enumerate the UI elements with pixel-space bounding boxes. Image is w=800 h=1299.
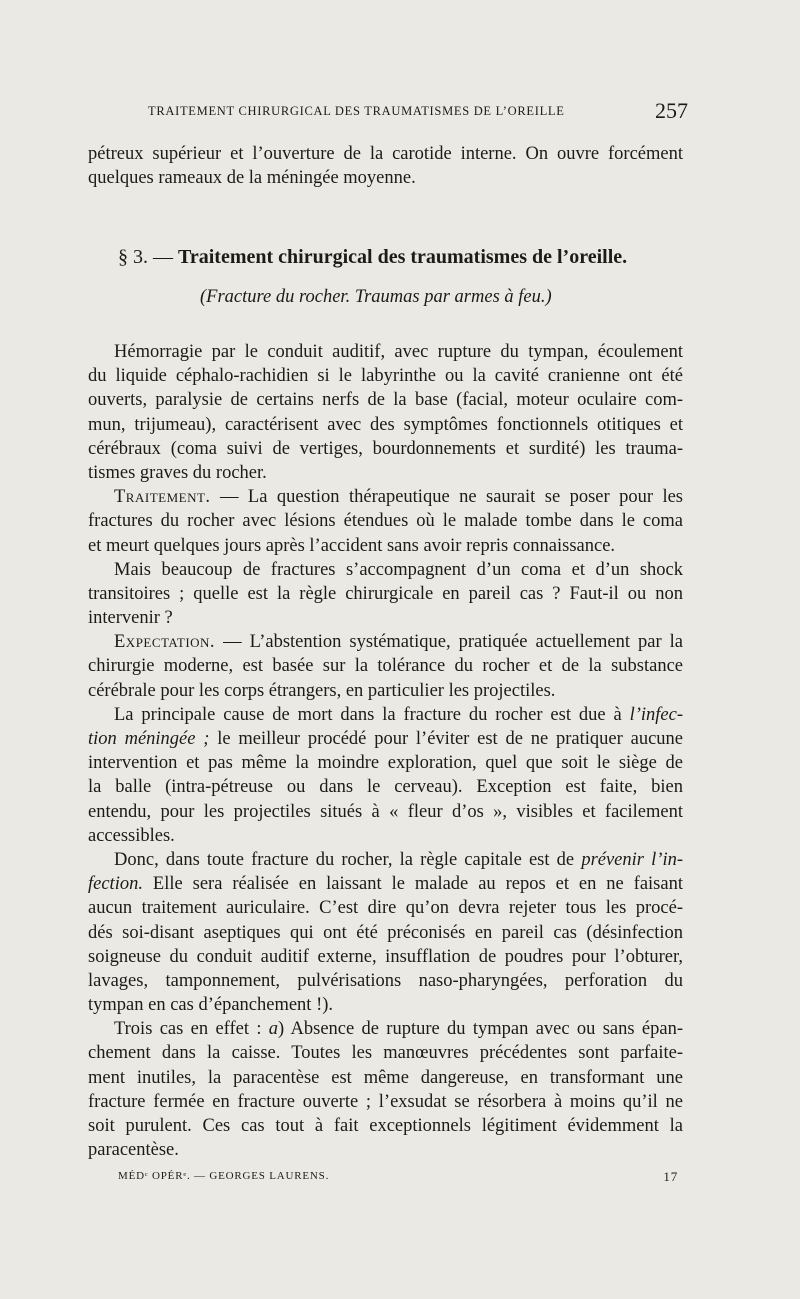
text-line: la balle (intra-pétreuse ou dans le cerveau). Exception est faite, bien	[88, 777, 683, 798]
text-line: et meurt quelques jours après l’accident sans avoir repris connaissance.	[88, 535, 616, 556]
section-title: Traitement chirurgical des traumatismes de l’oreille.	[178, 246, 628, 268]
text-line: quelques rameaux de la méningée moyenne.	[88, 168, 416, 189]
italic-run: prévenir l’in-	[581, 849, 683, 870]
text-line: intervenir ?	[88, 608, 173, 629]
text-line: chirurgie moderne, est basée sur la tolérance du rocher et de la substance	[88, 656, 683, 677]
section-number: § 3. —	[118, 246, 173, 268]
intro-text	[88, 142, 683, 190]
text-line	[88, 848, 683, 872]
text-line: cérébrale pour les corps étrangers, en particulier les projectiles.	[88, 680, 556, 701]
text-line: ouverts, paralysie de certains nerfs de la base (facial, moteur oculaire com-	[88, 390, 683, 411]
text-line: entendu, pour les projectiles situés à « fleur d’os », visibles et facilement	[88, 801, 683, 822]
text-line: dés soi-disant aseptiques qui ont été préconisés en pareil cas (désinfection	[88, 922, 683, 943]
page-number: 257	[655, 98, 688, 123]
text-line: aucun traitement auriculaire. C’est dire qu’on devra rejeter tous les procé-	[88, 898, 683, 919]
text-line: accessibles.	[88, 825, 175, 846]
paragraph-traitement	[88, 485, 683, 558]
footer-signature: MÉDᶜ OPÉRᵉ. — GEORGES LAURENS.	[118, 1170, 330, 1182]
text-line	[88, 727, 683, 751]
text-run: Trois cas en effet :	[114, 1019, 269, 1040]
text-line: lavages, tamponnement, pulvérisations naso-pharyngées, perforation du	[88, 970, 683, 991]
paragraph-trois-cas	[88, 1017, 683, 1162]
expectation-label: Expectation.	[114, 632, 216, 653]
text-line: du liquide céphalo-rachidien si le labyrinthe ou la cavité cranienne ont été	[88, 366, 683, 387]
text-line: pétreux supérieur et l’ouverture de la carotide interne. On ouvre forcément	[88, 144, 683, 164]
text-line	[88, 872, 683, 896]
italic-run: a	[268, 1019, 279, 1040]
text-line: fractures du rocher avec lésions étendues où le malade tombe dans le coma	[88, 511, 683, 532]
text-line	[88, 630, 683, 654]
italic-run: tion méningée ;	[88, 729, 210, 749]
text-line: ment inutiles, la paracentèse est même dangereuse, en transformant une	[88, 1067, 683, 1088]
text-run: Elle sera réalisée en laissant le malade au repos et en ne faisant	[142, 874, 683, 895]
text-line: paracentèse.	[88, 1140, 179, 1161]
text-line: Mais beaucoup de fractures s’accompagnent d’un coma et d’un shock	[114, 559, 683, 580]
text-line	[88, 485, 683, 509]
italic-run: l’infec-	[629, 704, 683, 725]
text-line: cérébraux (coma suivi de vertiges, bourdonnements et surdité) les trauma-	[88, 438, 683, 459]
text-line: transitoires ; quelle est la règle chirurgicale en pareil cas ? Faut-il ou non	[88, 583, 683, 604]
text-line: chement dans la caisse. Toutes les manœuvres précédentes sont parfaite-	[88, 1043, 683, 1064]
paragraph-expectation	[88, 630, 683, 703]
page-footer	[118, 1170, 678, 1188]
text-run: ) Absence de rupture du tympan avec ou sans épan-	[278, 1019, 683, 1040]
traitement-label: Traitement.	[114, 487, 211, 508]
paragraph-hemorragie	[88, 340, 683, 485]
text-line: fracture fermée en fracture ouverte ; l’exsudat se résorbera à moins qu’il ne	[88, 1091, 683, 1112]
text-run: Donc, dans toute fracture du rocher, la règle capitale est de	[114, 849, 582, 870]
main-text	[88, 340, 683, 1162]
section-heading	[118, 246, 683, 269]
text-run: — La question thérapeutique ne saurait se poser pour les	[210, 487, 683, 508]
paragraph-shock	[88, 558, 683, 631]
text-line: soigneuse du conduit auditif externe, insufflation de poudres pour l’obturer,	[88, 946, 683, 967]
text-line	[88, 1017, 683, 1041]
text-line: intervention et pas même la moindre exploration, quel que soit le siège de	[88, 753, 683, 774]
paragraph-cause	[88, 703, 683, 848]
text-line: tismes graves du rocher.	[88, 462, 267, 483]
text-run: — L’abstention systématique, pratiquée actuellement par la	[215, 632, 683, 653]
text-line: mun, trijumeau), caractérisent avec des symptômes fonctionnels otitiques et	[88, 414, 683, 435]
text-line	[88, 703, 683, 727]
text-line: tympan en cas d’épanchement !).	[88, 995, 334, 1016]
section-subtitle: (Fracture du rocher. Traumas par armes à feu.)	[200, 287, 552, 307]
text-line: soit purulent. Ces cas tout à fait exceptionnels légitiment évidemment la	[88, 1116, 683, 1136]
paragraph-donc	[88, 848, 683, 1017]
text-line: Hémorragie par le conduit auditif, avec rupture du tympan, écoulement	[114, 342, 683, 362]
running-title: TRAITEMENT CHIRURGICAL DES TRAUMATISMES DE L’OREILLE	[148, 104, 565, 118]
text-run: La principale cause de mort dans la fracture du rocher est due à	[114, 704, 630, 725]
running-head	[148, 98, 688, 126]
sheet-number: 17	[663, 1169, 678, 1184]
italic-run: fection.	[88, 874, 143, 895]
text-run: le meilleur procédé pour l’éviter est de ne pratiquer aucune	[209, 729, 683, 749]
